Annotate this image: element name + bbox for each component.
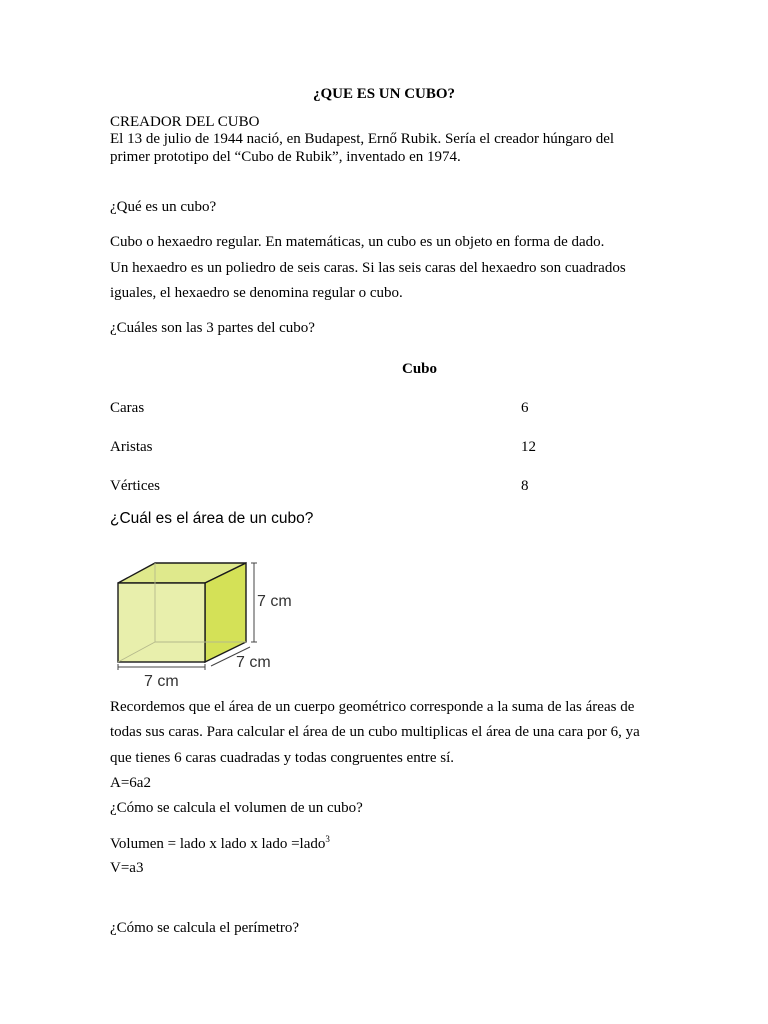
- definition-line-3: iguales, el hexaedro se denomina regular o cubo.: [110, 285, 403, 301]
- area-text-line-3: que tienes 6 caras cuadradas y todas congruentes entre sí.: [110, 750, 455, 766]
- area-text-line-2: todas sus caras. Para calcular el área de un cubo multiplicas el área de una cara por 6, ya: [110, 724, 640, 740]
- creator-line-1: El 13 de julio de 1944 nació, en Budapest, Ernő Rubik. Sería el creador húngaro del: [110, 131, 615, 147]
- cube-figure: [110, 555, 310, 690]
- definition-line-1: Cubo o hexaedro regular. En matemáticas, un cubo es un objeto en forma de dado.: [110, 234, 605, 250]
- table-header: Cubo: [402, 361, 438, 377]
- table-row-label: Caras: [110, 400, 145, 416]
- volume-formula: [110, 834, 330, 853]
- table-row-label: Vértices: [110, 478, 160, 494]
- label-height: 7 cm: [257, 593, 292, 610]
- question-cube-area: ¿Cuál es el área de un cubo?: [110, 510, 314, 527]
- creator-heading: CREADOR DEL CUBO: [110, 114, 260, 130]
- question-volume: ¿Cómo se calcula el volumen de un cubo?: [110, 800, 363, 816]
- definition-line-2: Un hexaedro es un poliedro de seis caras. Si las seis caras del hexaedro son cuadrados: [110, 260, 626, 276]
- volume-short-formula: V=a3: [110, 860, 144, 876]
- volume-formula-text: Volumen = lado x lado x lado =lado: [110, 836, 326, 852]
- creator-line-2: primer prototipo del “Cubo de Rubik”, inventado en 1974.: [110, 149, 461, 165]
- question-perimeter: ¿Cómo se calcula el perímetro?: [110, 920, 300, 936]
- table-row-value: 6: [521, 400, 529, 416]
- label-depth: 7 cm: [236, 654, 271, 671]
- area-text-line-1: Recordemos que el área de un cuerpo geométrico corresponde a la suma de las áreas de: [110, 699, 635, 715]
- question-cube-parts: ¿Cuáles son las 3 partes del cubo?: [110, 320, 315, 336]
- table-row-value: 8: [521, 478, 529, 494]
- label-width: 7 cm: [144, 673, 179, 690]
- area-formula: A=6a2: [110, 775, 151, 791]
- page-title: ¿QUE ES UN CUBO?: [312, 86, 456, 102]
- cube-front-face: [118, 583, 205, 662]
- question-what-is-cube: ¿Qué es un cubo?: [110, 199, 217, 215]
- table-row-label: Aristas: [110, 439, 153, 455]
- table-row-value: 12: [521, 439, 536, 455]
- volume-formula-exponent: 3: [325, 834, 330, 844]
